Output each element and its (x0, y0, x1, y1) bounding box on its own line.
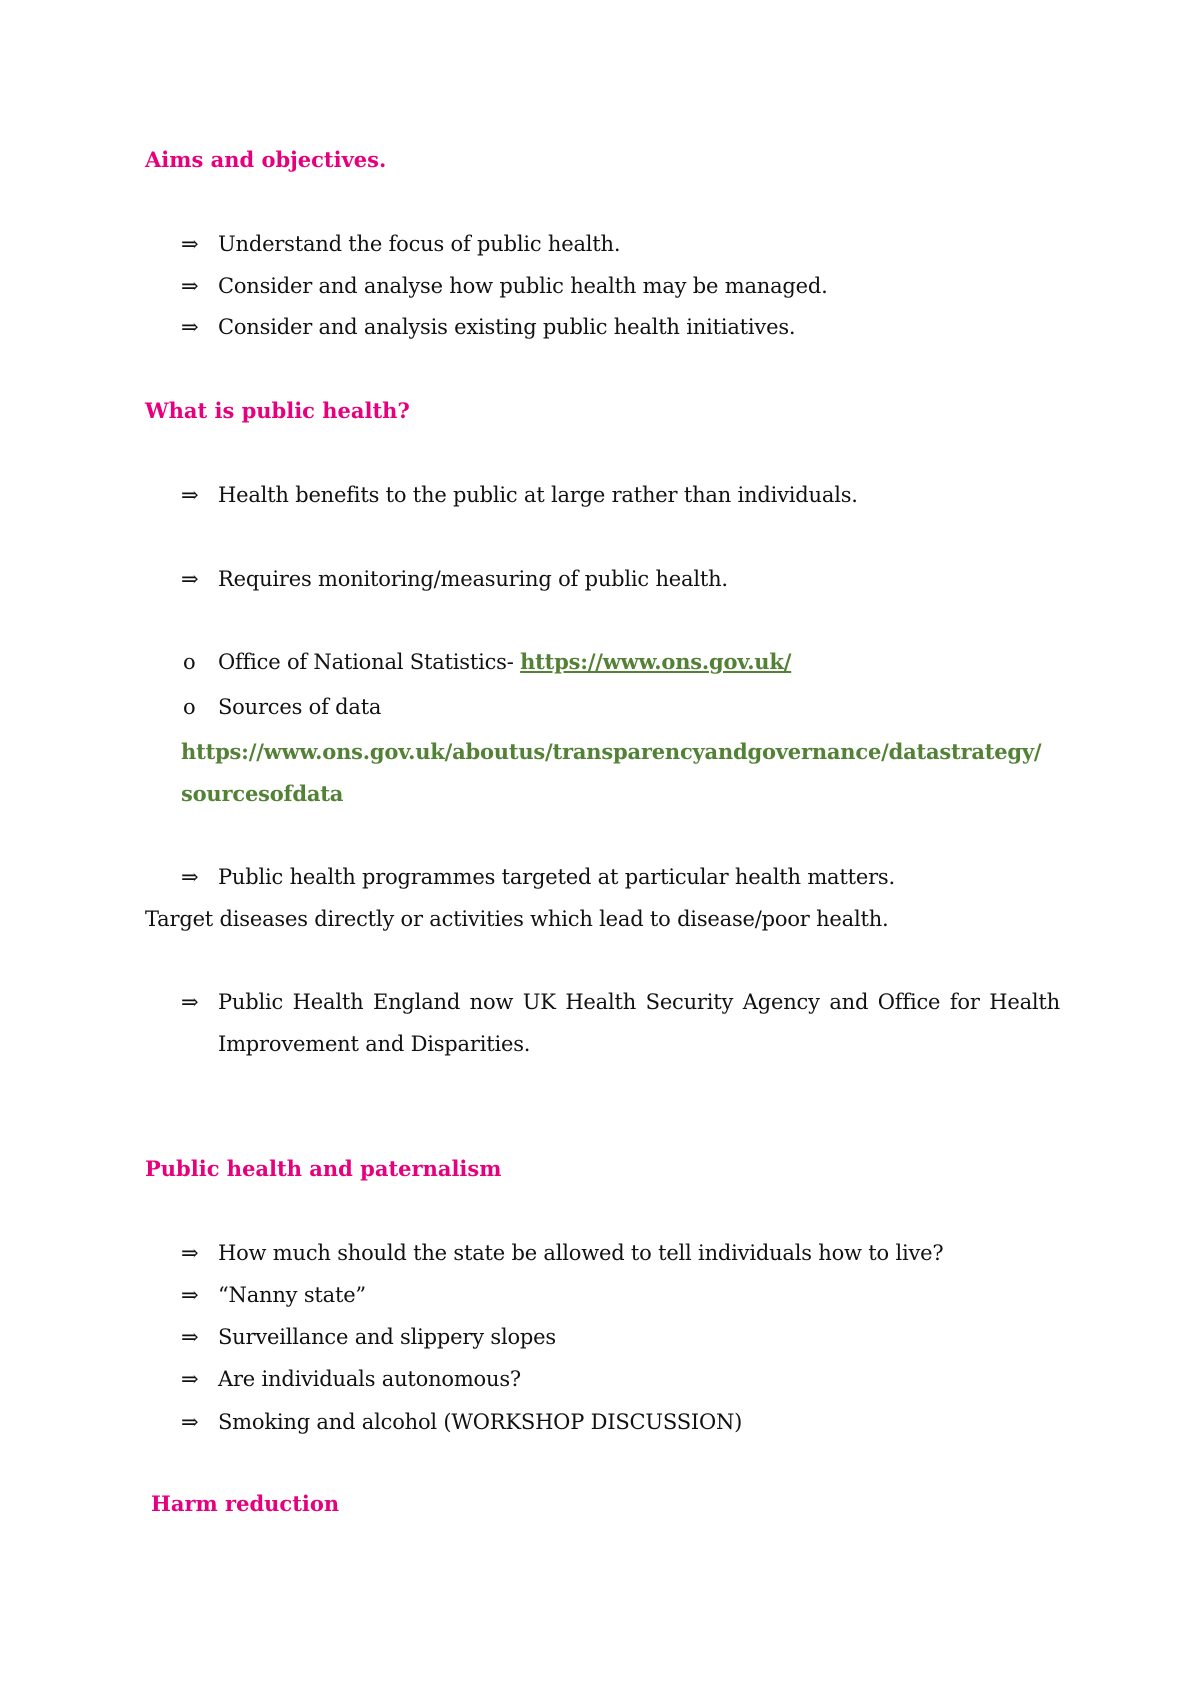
arrow-bullet-icon: ⇒ (181, 990, 199, 1014)
list-item-text: Public Health England now UK Health Security Agency and Office for Health (218, 990, 1060, 1014)
heading-harm-reduction: Harm reduction (151, 1491, 340, 1516)
arrow-bullet-icon: ⇒ (181, 865, 199, 889)
paragraph-text: Target diseases directly or activities which lead to disease/poor health. (145, 907, 889, 931)
heading-paternalism: Public health and paternalism (145, 1156, 502, 1181)
sources-link-part-2[interactable]: sourcesofdata (181, 781, 344, 806)
heading-what-is-public-health: What is public health? (145, 398, 410, 423)
arrow-bullet-icon: ⇒ (181, 1367, 199, 1391)
list-item-text: Consider and analysis existing public health initiatives. (218, 315, 796, 339)
list-item-text: Health benefits to the public at large rather than individuals. (218, 483, 858, 507)
arrow-bullet-icon: ⇒ (181, 567, 199, 591)
arrow-bullet-icon: ⇒ (181, 232, 199, 256)
sub-list-item-text: Sources of data (218, 695, 382, 719)
arrow-bullet-icon: ⇒ (181, 483, 199, 507)
list-item-text: Understand the focus of public health. (218, 232, 621, 256)
arrow-bullet-icon: ⇒ (181, 1241, 199, 1265)
arrow-bullet-icon: ⇒ (181, 274, 199, 298)
sources-link-part-1[interactable]: https://www.ons.gov.uk/aboutus/transparencyandgovernance/datastrategy/ (181, 739, 1042, 764)
heading-aims: Aims and objectives. (145, 147, 387, 172)
list-item-text: Are individuals autonomous? (218, 1367, 521, 1391)
ons-label: Office of National Statistics- (218, 650, 521, 674)
arrow-bullet-icon: ⇒ (181, 1325, 199, 1349)
list-item-text: “Nanny state” (218, 1283, 366, 1307)
list-item-text: How much should the state be allowed to tell individuals how to live? (218, 1241, 944, 1265)
arrow-bullet-icon: ⇒ (181, 1410, 199, 1434)
sub-list-item-text (218, 649, 791, 675)
arrow-bullet-icon: ⇒ (181, 315, 199, 339)
list-item-text: Consider and analyse how public health may be managed. (218, 274, 828, 298)
list-item-text: Surveillance and slippery slopes (218, 1325, 556, 1349)
list-item-text: Smoking and alcohol (WORKSHOP DISCUSSION) (218, 1410, 743, 1434)
ons-link[interactable]: https://www.ons.gov.uk/ (520, 649, 792, 674)
circle-bullet-icon: o (183, 650, 196, 674)
list-item-text: Requires monitoring/measuring of public health. (218, 567, 728, 591)
list-item-text: Public health programmes targeted at particular health matters. (218, 865, 895, 889)
list-item-text: Improvement and Disparities. (218, 1032, 531, 1056)
circle-bullet-icon: o (183, 695, 196, 719)
arrow-bullet-icon: ⇒ (181, 1283, 199, 1307)
